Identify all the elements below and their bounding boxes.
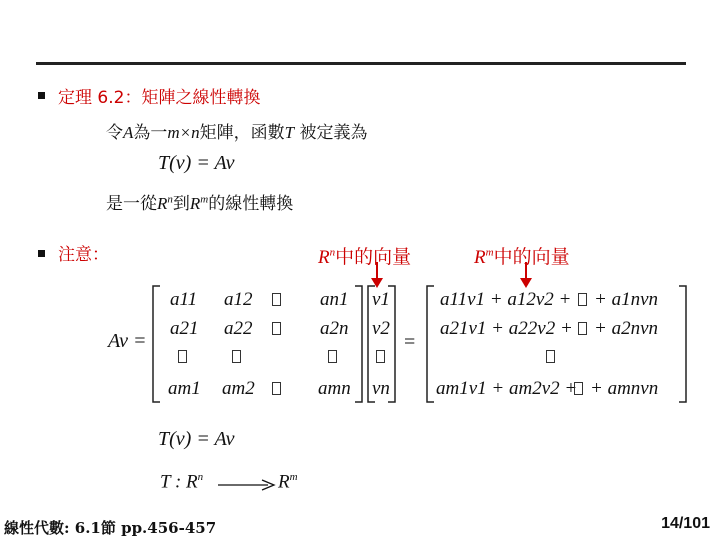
vector-entry: v1 [372,289,390,310]
lhs-av: Av = [108,330,147,352]
bullet-icon [38,92,45,99]
label-text: 中的向量 [335,246,412,268]
symbol-R: R [474,247,486,268]
matrix-entry: a21 [170,318,199,339]
long-arrow-right-icon [218,478,276,492]
symbol-R: R [157,194,168,213]
ellipsis-placeholder [272,293,281,306]
ellipsis-placeholder [578,293,587,306]
ellipsis-placeholder [546,350,555,363]
symbol-R: R [189,194,201,213]
label-text: 中的向量 [493,246,570,268]
footer-course-ref: 線性代數: 6.1節 pp.456-457 [4,519,217,537]
matrix-entry: an1 [320,289,349,310]
ellipsis-placeholder [272,322,281,335]
matrix-entry: am1 [168,378,201,399]
symbol-T: T [284,123,295,142]
formula-tv-av: T(v) = Av [158,152,235,174]
superscript-n: n [167,193,173,206]
vector-entry: vn [372,378,390,399]
result-row-head: a11v1 + a12v2 + [440,289,572,310]
symbol-R: R [318,247,330,268]
top-rule [36,62,686,65]
mapping-codomain [278,471,298,493]
result-row-tail: + a2nvn [594,318,659,339]
mapping-text: T : R [160,471,198,493]
ellipsis-placeholder [178,350,187,363]
result-row-head: am1v1 + am2v2 + [436,378,578,399]
matrix-entry: a2n [320,318,349,339]
ellipsis-placeholder [328,350,337,363]
formula-tv-av-2: T(v) = Av [158,428,235,450]
result-row-tail: + a1nvn [594,289,659,310]
matrix-entry: a12 [224,289,253,310]
note-title: 注意： [58,245,109,265]
theorem-title: 定理 6.2：矩陣之線性轉換 [58,88,261,108]
theorem-line-1 [106,118,368,143]
text: 矩陣，函數 [199,123,285,143]
text: 是一從 [106,194,157,214]
matrix-entry: amn [318,378,351,399]
ellipsis-placeholder [272,382,281,395]
text: 被定義為 [294,123,368,143]
matrix-entry: a22 [224,318,253,339]
text: 到 [172,194,190,214]
dimension-mxn: m×n [167,123,200,142]
ellipsis-placeholder [376,350,385,363]
matrix-entry: am2 [222,378,255,399]
bullet-icon [38,250,45,257]
symbol-R: R [278,471,290,493]
text: 為一 [133,123,168,143]
superscript-n: n [197,471,204,483]
superscript-m: m [200,193,209,206]
page-number: 14/101 [661,515,710,532]
text: 的線性轉換 [208,194,294,214]
text: 令 [106,123,123,143]
result-row-tail: + amnvn [590,378,659,399]
ellipsis-placeholder [578,322,587,335]
superscript-n: n [329,246,336,259]
mapping-domain [160,471,203,493]
label-rn-vectors [318,242,411,269]
superscript-m: m [485,246,494,259]
equals-sign: = [404,331,416,353]
superscript-m: m [289,471,298,483]
result-row-head: a21v1 + a22v2 + [440,318,573,339]
theorem-line-3 [106,189,293,214]
matrix-entry: a11 [170,289,198,310]
ellipsis-placeholder [232,350,241,363]
ellipsis-placeholder [574,382,583,395]
symbol-A: A [123,123,134,142]
vector-entry: v2 [372,318,390,339]
